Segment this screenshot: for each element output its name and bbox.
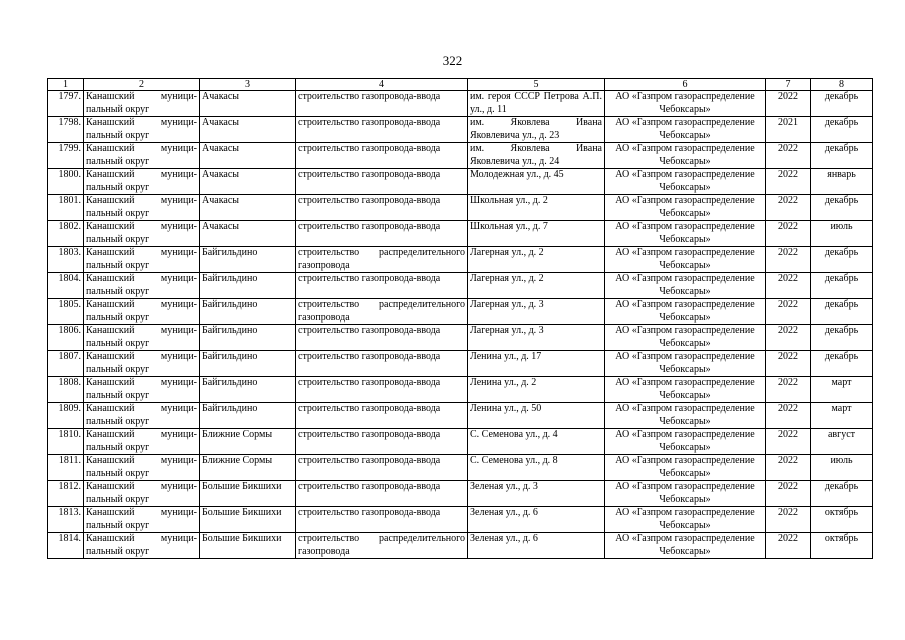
cell-year: 2021 — [766, 117, 811, 143]
cell-month: октябрь — [811, 533, 873, 559]
cell-year: 2022 — [766, 429, 811, 455]
cell-number: 1801. — [48, 195, 84, 221]
table-row — [48, 169, 873, 195]
table-row — [48, 455, 873, 481]
cell-year: 2022 — [766, 455, 811, 481]
cell-settlement: Большие Бикшихи — [200, 533, 296, 559]
cell-work-type: строительство газопровода-ввода — [296, 221, 468, 247]
cell-work-type: строительство распределительного газопровода — [296, 299, 468, 325]
cell-year: 2022 — [766, 169, 811, 195]
cell-month: декабрь — [811, 195, 873, 221]
cell-address: С. Семенова ул., д. 8 — [468, 455, 605, 481]
cell-number: 1812. — [48, 481, 84, 507]
table-row — [48, 273, 873, 299]
cell-year: 2022 — [766, 533, 811, 559]
table-row — [48, 507, 873, 533]
cell-district: Канашский муници-пальный округ — [84, 429, 200, 455]
cell-number: 1813. — [48, 507, 84, 533]
table-row — [48, 481, 873, 507]
cell-address: Ленина ул., д. 17 — [468, 351, 605, 377]
cell-organization: АО «Газпром газораспределение Чебоксары» — [605, 169, 766, 195]
cell-settlement: Большие Бикшихи — [200, 507, 296, 533]
cell-address: Зеленая ул., д. 6 — [468, 507, 605, 533]
cell-district: Канашский муници-пальный округ — [84, 247, 200, 273]
cell-year: 2022 — [766, 221, 811, 247]
cell-settlement: Ачакасы — [200, 169, 296, 195]
cell-year: 2022 — [766, 377, 811, 403]
cell-district: Канашский муници-пальный округ — [84, 377, 200, 403]
cell-work-type: строительство газопровода-ввода — [296, 403, 468, 429]
cell-work-type: строительство газопровода-ввода — [296, 351, 468, 377]
cell-organization: АО «Газпром газораспределение Чебоксары» — [605, 533, 766, 559]
cell-month: март — [811, 377, 873, 403]
cell-month: декабрь — [811, 351, 873, 377]
cell-work-type: строительство газопровода-ввода — [296, 91, 468, 117]
table-row — [48, 247, 873, 273]
cell-settlement: Байгильдино — [200, 299, 296, 325]
cell-month: июль — [811, 455, 873, 481]
cell-address: С. Семенова ул., д. 4 — [468, 429, 605, 455]
cell-year: 2022 — [766, 195, 811, 221]
cell-settlement: Байгильдино — [200, 377, 296, 403]
column-header: 5 — [468, 79, 605, 91]
cell-month: октябрь — [811, 507, 873, 533]
column-header: 8 — [811, 79, 873, 91]
cell-address: им. Яковлева Ивана Яковлевича ул., д. 24 — [468, 143, 605, 169]
cell-work-type: строительство газопровода-ввода — [296, 377, 468, 403]
cell-settlement: Байгильдино — [200, 247, 296, 273]
cell-district: Канашский муници-пальный округ — [84, 195, 200, 221]
cell-settlement: Ачакасы — [200, 221, 296, 247]
cell-number: 1799. — [48, 143, 84, 169]
cell-address: Ленина ул., д. 2 — [468, 377, 605, 403]
cell-organization: АО «Газпром газораспределение Чебоксары» — [605, 325, 766, 351]
table-row — [48, 143, 873, 169]
column-header: 1 — [48, 79, 84, 91]
cell-organization: АО «Газпром газораспределение Чебоксары» — [605, 351, 766, 377]
cell-settlement: Байгильдино — [200, 403, 296, 429]
cell-year: 2022 — [766, 299, 811, 325]
cell-district: Канашский муници-пальный округ — [84, 481, 200, 507]
table-row — [48, 299, 873, 325]
cell-district: Канашский муници-пальный округ — [84, 91, 200, 117]
cell-organization: АО «Газпром газораспределение Чебоксары» — [605, 481, 766, 507]
page-number: 322 — [442, 53, 463, 68]
cell-year: 2022 — [766, 247, 811, 273]
cell-district: Канашский муници-пальный округ — [84, 299, 200, 325]
gasification-table — [47, 78, 873, 559]
cell-work-type: строительство газопровода-ввода — [296, 117, 468, 143]
table-row — [48, 533, 873, 559]
cell-settlement: Ачакасы — [200, 91, 296, 117]
cell-address: им. Яковлева Ивана Яковлевича ул., д. 23 — [468, 117, 605, 143]
table-row — [48, 325, 873, 351]
table-row — [48, 403, 873, 429]
cell-address: им. героя СССР Петрова А.П. ул., д. 11 — [468, 91, 605, 117]
cell-address: Молодежная ул., д. 45 — [468, 169, 605, 195]
cell-settlement: Ближние Сормы — [200, 455, 296, 481]
header-row — [48, 79, 873, 91]
cell-month: январь — [811, 169, 873, 195]
cell-district: Канашский муници-пальный округ — [84, 117, 200, 143]
cell-address: Лагерная ул., д. 3 — [468, 325, 605, 351]
cell-settlement: Ачакасы — [200, 117, 296, 143]
cell-district: Канашский муници-пальный округ — [84, 533, 200, 559]
cell-organization: АО «Газпром газораспределение Чебоксары» — [605, 117, 766, 143]
cell-organization: АО «Газпром газораспределение Чебоксары» — [605, 507, 766, 533]
cell-organization: АО «Газпром газораспределение Чебоксары» — [605, 195, 766, 221]
cell-number: 1797. — [48, 91, 84, 117]
cell-work-type: строительство газопровода-ввода — [296, 195, 468, 221]
cell-district: Канашский муници-пальный округ — [84, 507, 200, 533]
cell-number: 1807. — [48, 351, 84, 377]
cell-settlement: Байгильдино — [200, 351, 296, 377]
cell-settlement: Ачакасы — [200, 195, 296, 221]
cell-organization: АО «Газпром газораспределение Чебоксары» — [605, 429, 766, 455]
cell-number: 1808. — [48, 377, 84, 403]
cell-district: Канашский муници-пальный округ — [84, 169, 200, 195]
cell-district: Канашский муници-пальный округ — [84, 351, 200, 377]
column-header: 6 — [605, 79, 766, 91]
cell-organization: АО «Газпром газораспределение Чебоксары» — [605, 91, 766, 117]
cell-month: декабрь — [811, 143, 873, 169]
cell-district: Канашский муници-пальный округ — [84, 221, 200, 247]
cell-address: Школьная ул., д. 7 — [468, 221, 605, 247]
cell-month: декабрь — [811, 91, 873, 117]
cell-number: 1811. — [48, 455, 84, 481]
cell-address: Лагерная ул., д. 2 — [468, 247, 605, 273]
cell-settlement: Ближние Сормы — [200, 429, 296, 455]
cell-number: 1809. — [48, 403, 84, 429]
cell-district: Канашский муници-пальный округ — [84, 325, 200, 351]
table-row — [48, 377, 873, 403]
cell-number: 1814. — [48, 533, 84, 559]
table-row — [48, 195, 873, 221]
cell-year: 2022 — [766, 143, 811, 169]
cell-organization: АО «Газпром газораспределение Чебоксары» — [605, 247, 766, 273]
cell-year: 2022 — [766, 91, 811, 117]
cell-year: 2022 — [766, 507, 811, 533]
column-header: 4 — [296, 79, 468, 91]
cell-number: 1805. — [48, 299, 84, 325]
cell-organization: АО «Газпром газораспределение Чебоксары» — [605, 273, 766, 299]
table-row — [48, 117, 873, 143]
cell-settlement: Большие Бикшихи — [200, 481, 296, 507]
cell-work-type: строительство распределительного газопровода — [296, 533, 468, 559]
cell-work-type: строительство газопровода-ввода — [296, 429, 468, 455]
cell-month: декабрь — [811, 325, 873, 351]
cell-month: декабрь — [811, 247, 873, 273]
cell-year: 2022 — [766, 403, 811, 429]
cell-settlement: Ачакасы — [200, 143, 296, 169]
cell-organization: АО «Газпром газораспределение Чебоксары» — [605, 299, 766, 325]
cell-district: Канашский муници-пальный округ — [84, 455, 200, 481]
cell-number: 1802. — [48, 221, 84, 247]
cell-address: Зеленая ул., д. 6 — [468, 533, 605, 559]
cell-district: Канашский муници-пальный округ — [84, 403, 200, 429]
cell-year: 2022 — [766, 273, 811, 299]
cell-work-type: строительство газопровода-ввода — [296, 273, 468, 299]
cell-settlement: Байгильдино — [200, 325, 296, 351]
cell-month: декабрь — [811, 117, 873, 143]
cell-address: Лагерная ул., д. 3 — [468, 299, 605, 325]
table-row — [48, 91, 873, 117]
cell-month: июль — [811, 221, 873, 247]
cell-month: декабрь — [811, 273, 873, 299]
cell-month: март — [811, 403, 873, 429]
cell-month: декабрь — [811, 481, 873, 507]
cell-number: 1810. — [48, 429, 84, 455]
cell-work-type: строительство газопровода-ввода — [296, 481, 468, 507]
cell-work-type: строительство газопровода-ввода — [296, 143, 468, 169]
column-header: 3 — [200, 79, 296, 91]
cell-work-type: строительство газопровода-ввода — [296, 169, 468, 195]
cell-number: 1804. — [48, 273, 84, 299]
cell-address: Зеленая ул., д. 3 — [468, 481, 605, 507]
cell-organization: АО «Газпром газораспределение Чебоксары» — [605, 377, 766, 403]
cell-organization: АО «Газпром газораспределение Чебоксары» — [605, 221, 766, 247]
cell-month: август — [811, 429, 873, 455]
cell-work-type: строительство газопровода-ввода — [296, 325, 468, 351]
cell-number: 1806. — [48, 325, 84, 351]
table-body — [48, 91, 873, 559]
table-row — [48, 221, 873, 247]
cell-year: 2022 — [766, 481, 811, 507]
cell-year: 2022 — [766, 325, 811, 351]
cell-district: Канашский муници-пальный округ — [84, 273, 200, 299]
cell-settlement: Байгильдино — [200, 273, 296, 299]
cell-address: Ленина ул., д. 50 — [468, 403, 605, 429]
cell-address: Лагерная ул., д. 2 — [468, 273, 605, 299]
column-header: 7 — [766, 79, 811, 91]
column-header: 2 — [84, 79, 200, 91]
cell-number: 1803. — [48, 247, 84, 273]
table-row — [48, 429, 873, 455]
cell-work-type: строительство газопровода-ввода — [296, 455, 468, 481]
cell-organization: АО «Газпром газораспределение Чебоксары» — [605, 455, 766, 481]
cell-year: 2022 — [766, 351, 811, 377]
cell-district: Канашский муници-пальный округ — [84, 143, 200, 169]
cell-number: 1798. — [48, 117, 84, 143]
table-row — [48, 351, 873, 377]
cell-address: Школьная ул., д. 2 — [468, 195, 605, 221]
cell-organization: АО «Газпром газораспределение Чебоксары» — [605, 403, 766, 429]
cell-number: 1800. — [48, 169, 84, 195]
cell-month: декабрь — [811, 299, 873, 325]
cell-work-type: строительство газопровода-ввода — [296, 507, 468, 533]
cell-work-type: строительство распределительного газопровода — [296, 247, 468, 273]
cell-organization: АО «Газпром газораспределение Чебоксары» — [605, 143, 766, 169]
